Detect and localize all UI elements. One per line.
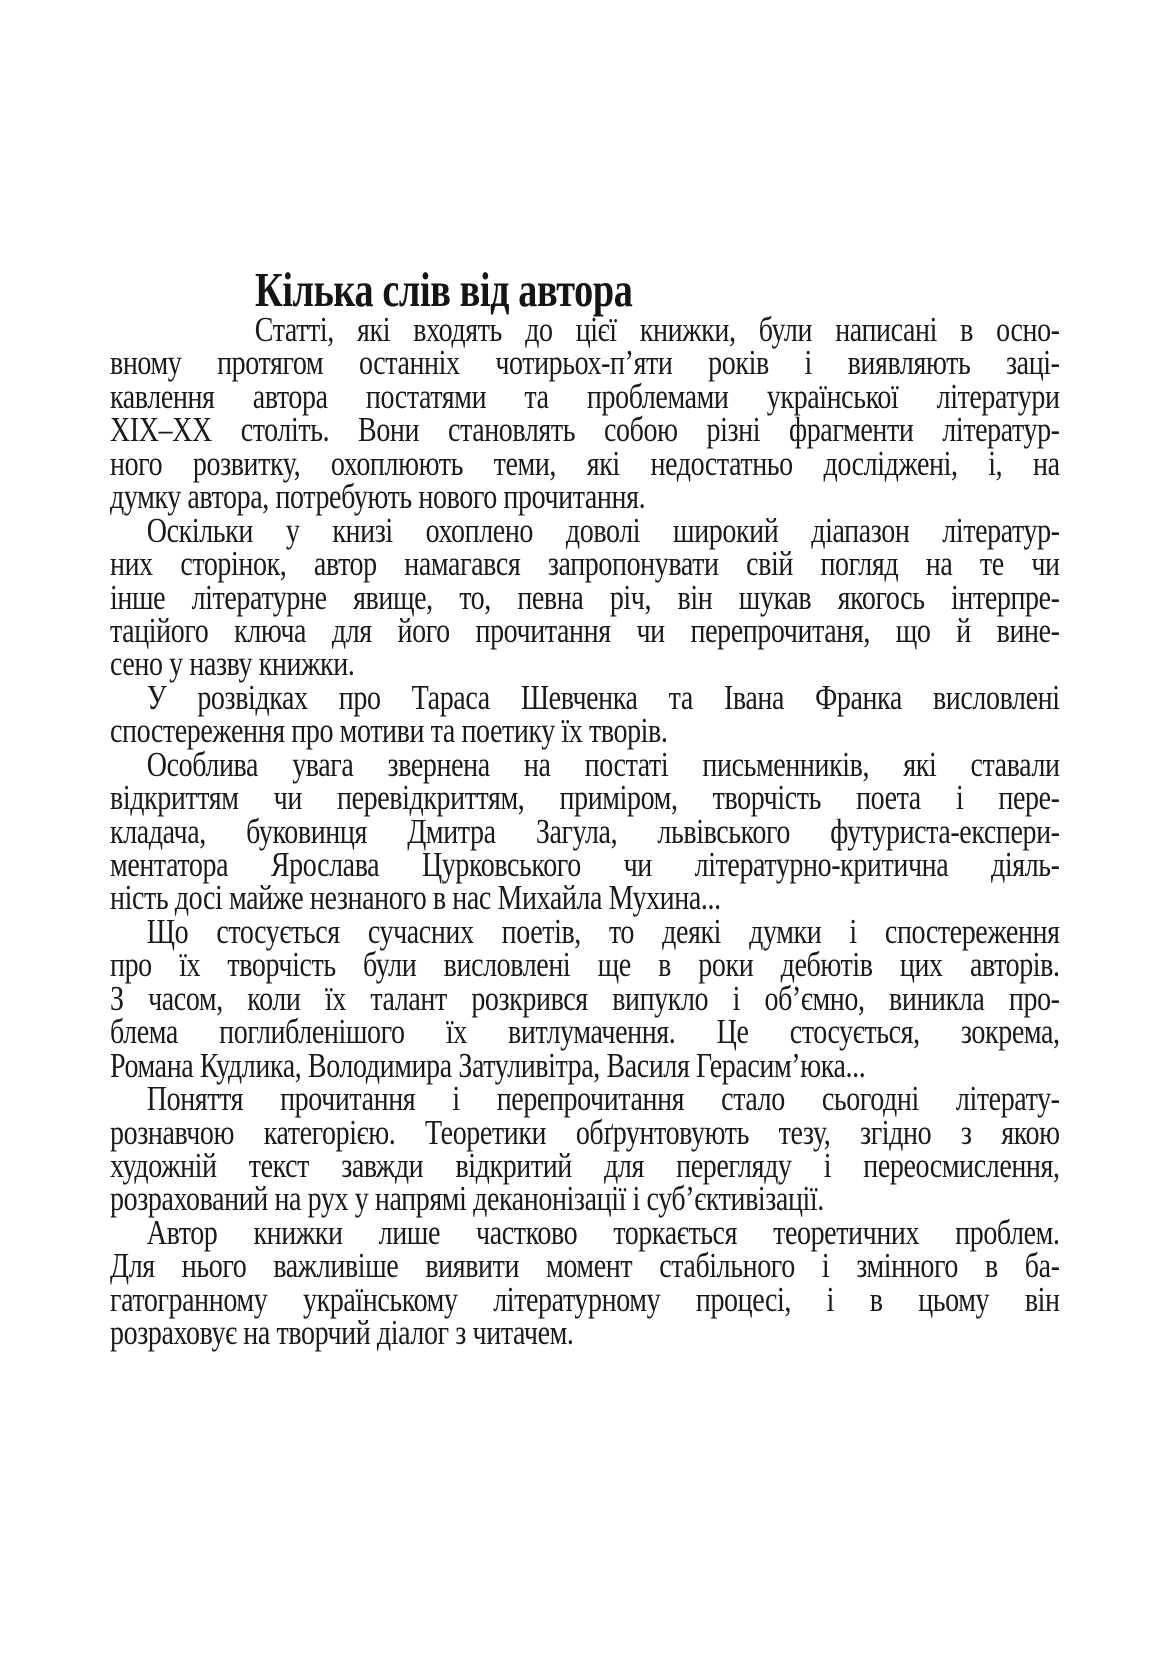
text-line: Оскільки у книзі охоплено доволі широкий діапазон літератур- bbox=[146, 510, 1060, 550]
text-line: вному протягом останніх чотирьох-п’яти років і виявляють заці- bbox=[110, 343, 1060, 383]
text-line: Романа Кудлика, Володимира Затуливітра, Василя Герасим’юка... bbox=[110, 1045, 866, 1085]
text-line: З часом, коли їх талант розкрився випукло і об’ємно, виникла про- bbox=[110, 978, 1060, 1018]
text-line: них сторінок, автор намагався запропонувати свій погляд на те чи bbox=[110, 544, 1060, 584]
text-line: спостереження про мотиви та поетику їх творів. bbox=[110, 711, 668, 751]
text-line: розрахований на рух у напрямі деканонізації і суб’єктивізації. bbox=[110, 1179, 824, 1219]
text-line: інше літературне явище, то, певна річ, він шукав якогось інтерпре- bbox=[110, 577, 1060, 617]
text-line: рознавчою категорією. Теоретики обґрунтовують тезу, згідно з якою bbox=[110, 1112, 1060, 1152]
paragraph-4 bbox=[110, 744, 1060, 918]
paragraph-6 bbox=[110, 1079, 1060, 1219]
text-line: гатогранному українському літературному процесі, і в цьому він bbox=[110, 1279, 1060, 1319]
text-line: Поняття прочитання і перепрочитання стало сьогодні літерату- bbox=[146, 1079, 1060, 1119]
text-line: Що стосується сучасних поетів, то деякі думки і спостереження bbox=[146, 911, 1060, 951]
paragraph-1 bbox=[110, 310, 1060, 517]
text-line: У розвідках про Тараса Шевченка та Івана Франка висловлені bbox=[146, 677, 1060, 717]
text-line: Автор книжки лише частково торкається теоретичних проблем. bbox=[146, 1212, 1060, 1252]
text-line: Для нього важливіше виявити момент стабільного і змінного в ба- bbox=[110, 1246, 1060, 1286]
text-line: Статті, які входять до цієї книжки, були написані в осно- bbox=[254, 310, 1060, 349]
text-line: кладача, буковинця Дмитра Загула, львівського футуриста-експери- bbox=[110, 811, 1060, 851]
text-line: сено у назву книжки. bbox=[110, 644, 355, 684]
text-line: блема поглибленішого їх витлумачення. Це стосується, зокрема, bbox=[110, 1012, 1060, 1052]
text-line: художній текст завжди відкритий для перегляду і переосмислення, bbox=[110, 1145, 1060, 1185]
paragraph-2 bbox=[110, 510, 1060, 684]
paragraph-5 bbox=[110, 911, 1060, 1085]
body-text bbox=[110, 310, 1060, 1353]
text-line: думку автора, потребують нового прочитання. bbox=[110, 477, 646, 517]
text-line: відкриттям чи перевідкриттям, приміром, творчість поета і пере- bbox=[110, 778, 1060, 818]
text-line: XIX–XX століть. Вони становлять собою різні фрагменти літератур- bbox=[110, 410, 1060, 450]
text-line: кавлення автора постатями та проблемами української літератури bbox=[110, 376, 1060, 416]
text-line: про їх творчість були висловлені ще в роки дебютів цих авторів. bbox=[110, 945, 1060, 985]
paragraph-3 bbox=[110, 677, 1060, 751]
text-line: розраховує на творчий діалог з читачем. bbox=[110, 1313, 574, 1353]
text-line: ність досі майже незнаного в нас Михайла Мухина... bbox=[110, 878, 721, 918]
text-line: таційого ключа для його прочитання чи перепрочитаня, що й вине- bbox=[110, 610, 1060, 650]
text-line: ного розвитку, охоплюють теми, які недостатньо досліджені, і, на bbox=[110, 443, 1060, 483]
page-title: Кілька слів від автора bbox=[255, 261, 633, 317]
text-line: ментатора Ярослава Цурковського чи літературно-критична діяль- bbox=[110, 845, 1060, 884]
text-line: Особлива увага звернена на постаті письменників, які ставали bbox=[146, 744, 1060, 784]
paragraph-7 bbox=[110, 1212, 1060, 1353]
